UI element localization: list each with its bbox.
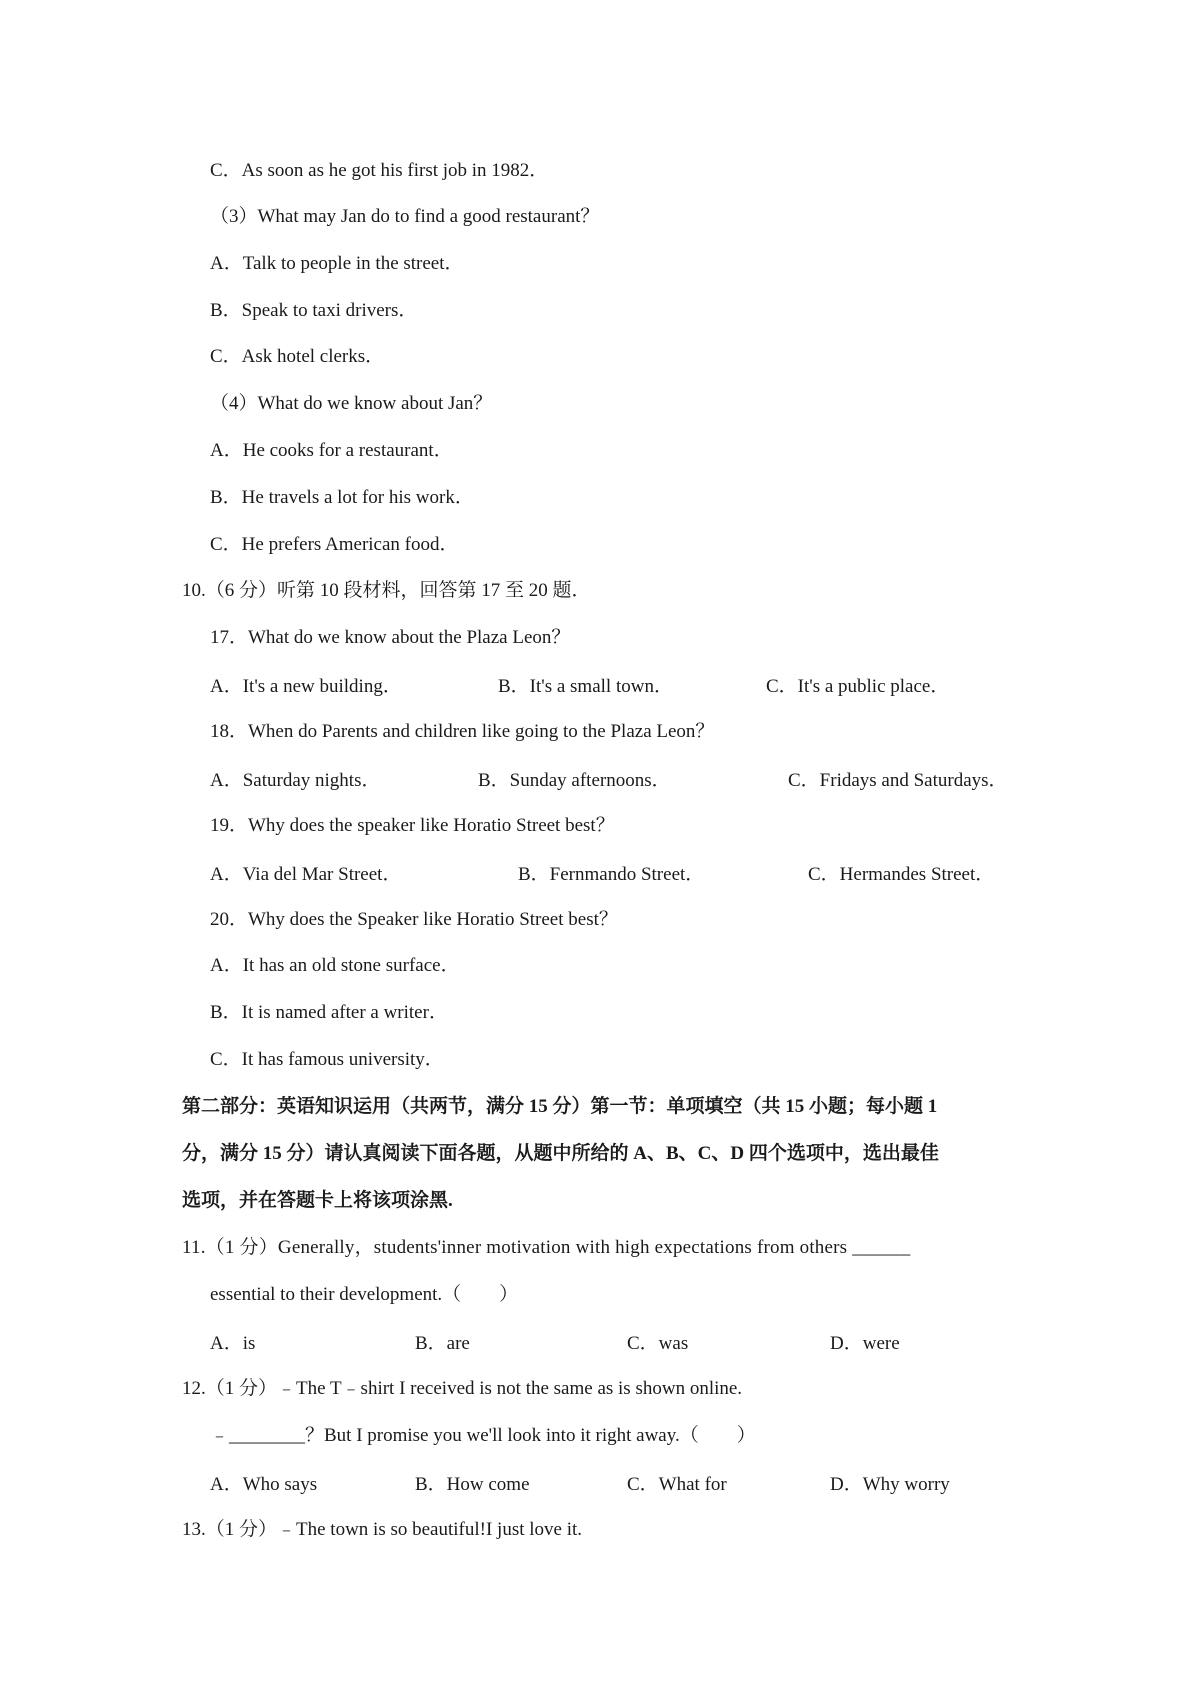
q11-option-d: D．were	[830, 1333, 900, 1354]
q19-option-c: C．Hermandes Street．	[808, 864, 995, 885]
q3-option-c: C．Ask hotel clerks．	[210, 346, 385, 367]
q19-option-b: B．Fernmando Street．	[518, 864, 705, 885]
q11-stem-line2: essential to their development.（ ）	[210, 1284, 519, 1305]
q13-stem-line1: 13.（1 分）﹣The town is so beautiful!I just love it.	[182, 1519, 583, 1540]
q18-stem: 18．When do Parents and children like going to the Plaza Leon？	[210, 721, 715, 742]
q18-option-b: B．Sunday afternoons．	[478, 770, 671, 791]
q3-option-b: B．Speak to taxi drivers．	[210, 300, 418, 321]
q18-option-c: C．Fridays and Saturdays．	[788, 770, 1008, 791]
q11-option-a: A．is	[210, 1333, 256, 1354]
q19-option-a: A．Via del Mar Street．	[210, 864, 402, 885]
q11-option-c: C．was	[627, 1333, 689, 1354]
q17-option-c: C．It's a public place．	[766, 676, 950, 697]
part2-instructions-line2: 分，满分 15 分）请认真阅读下面各题，从题中所给的 A、B、C、D 四个选项中，选出最佳	[182, 1143, 939, 1164]
q20-option-a: A．It has an old stone surface．	[210, 955, 460, 976]
q20-option-b: B．It is named after a writer．	[210, 1002, 448, 1023]
part2-instructions-line1: 第二部分：英语知识运用（共两节，满分 15 分）第一节：单项填空（共 15 小题；每小题 1	[182, 1096, 938, 1117]
q11-stem-line1: 11.（1 分）Generally，students'inner motivation with high expectations from others ______	[182, 1237, 911, 1258]
q19-stem: 19．Why does the speaker like Horatio Street best？	[210, 815, 615, 836]
q17-stem: 17．What do we know about the Plaza Leon？	[210, 627, 571, 648]
q12-option-b: B．How come	[415, 1474, 530, 1495]
q12-option-c: C．What for	[627, 1474, 727, 1495]
part2-instructions-line3: 选项，并在答题卡上将该项涂黑.	[182, 1190, 453, 1211]
q3-stem: （3）What may Jan do to find a good restaurant？	[210, 206, 600, 227]
q12-stem-line2: ﹣________？But I promise you we'll look into it right away.（ ）	[210, 1425, 756, 1446]
q4-stem: （4）What do we know about Jan？	[210, 393, 493, 414]
q4-option-c: C．He prefers American food．	[210, 534, 459, 555]
q12-option-d: D．Why worry	[830, 1474, 950, 1495]
q20-option-c: C．It has famous university．	[210, 1049, 444, 1070]
q20-stem: 20．Why does the Speaker like Horatio Street best？	[210, 909, 618, 930]
q12-option-a: A．Who says	[210, 1474, 318, 1495]
q4-option-a: A．He cooks for a restaurant．	[210, 440, 453, 461]
q3-option-a: A．Talk to people in the street．	[210, 253, 464, 274]
q10-header: 10.（6 分）听第 10 段材料，回答第 17 至 20 题．	[182, 580, 591, 601]
q18-option-a: A．Saturday nights．	[210, 770, 381, 791]
q17-option-a: A．It's a new building．	[210, 676, 402, 697]
q2-option-c: C．As soon as he got his first job in 1982．	[210, 160, 549, 181]
q11-option-b: B．are	[415, 1333, 470, 1354]
q12-stem-line1: 12.（1 分）﹣The T﹣shirt I received is not the same as is shown online.	[182, 1378, 743, 1399]
q17-option-b: B．It's a small town．	[498, 676, 673, 697]
q4-option-b: B．He travels a lot for his work．	[210, 487, 474, 508]
